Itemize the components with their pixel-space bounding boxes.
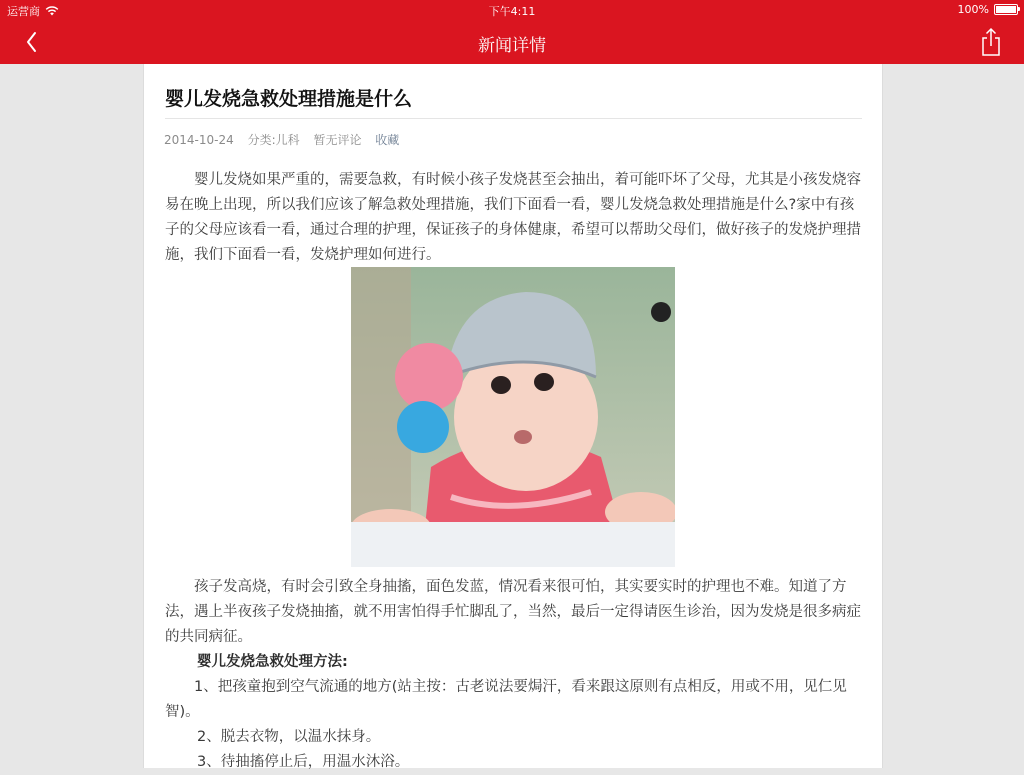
share-button[interactable] (978, 27, 1004, 57)
step-2: 2、脱去衣物，以温水抹身。 (197, 729, 381, 745)
status-bar (0, 0, 1024, 20)
baby-photo (351, 267, 675, 567)
battery-icon (994, 4, 1018, 15)
article-title: 婴儿发烧急救处理措施是什么 (165, 88, 413, 110)
status-time: 下午4:11 (488, 5, 536, 18)
article-comments[interactable]: 暂无评论 (313, 133, 362, 147)
step-1: 1、把孩童抱到空气流通的地方(站主按：古老说法要焗汗，看来跟这原则有点相反，用或不用，见仁见智)。 (165, 679, 847, 720)
carrier-label: 运营商 (7, 5, 40, 18)
article-category: 分类:儿科 (247, 133, 300, 147)
favorite-link[interactable]: 收藏 (375, 133, 400, 147)
article-card (143, 64, 883, 768)
navigation-bar (0, 20, 1024, 64)
method-heading: 婴儿发烧急救处理方法: (197, 654, 348, 670)
battery-percent: 100% (957, 3, 989, 16)
article-meta (164, 131, 409, 148)
page-title: 新闻详情 (478, 36, 546, 56)
share-icon (978, 27, 1004, 57)
article-date: 2014-10-24 (164, 133, 234, 147)
title-divider (165, 118, 862, 119)
step-3: 3、待抽搐停止后，用温水沐浴。 (197, 754, 410, 770)
battery-group (958, 3, 1018, 16)
article-intro: 婴儿发烧如果严重的，需要急救，有时候小孩子发烧甚至会抽出，着可能吓坏了父母，尤其是小孩发烧容易在晚上出现，所以我们应该了解急救处理措施，我们下面看一看，婴儿发烧急救处理措施是什么?家中有孩子的父母应该看一看，通过合理的护理，保证孩子的身体健康，希望可以帮助父母们，做好孩子的发烧护理措施，我们下面看一看，发烧护理如何进行。 (165, 172, 861, 263)
article-paragraph-2: 孩子发高烧，有时会引致全身抽搐，面色发蓝，情况看来很可怕，其实要实时的护理也不难。知道了方法，遇上半夜孩子发烧抽搐，就不用害怕得手忙脚乱了，当然，最后一定得请医生诊治，因为发烧是很多病症的共同病征。 (165, 579, 861, 645)
